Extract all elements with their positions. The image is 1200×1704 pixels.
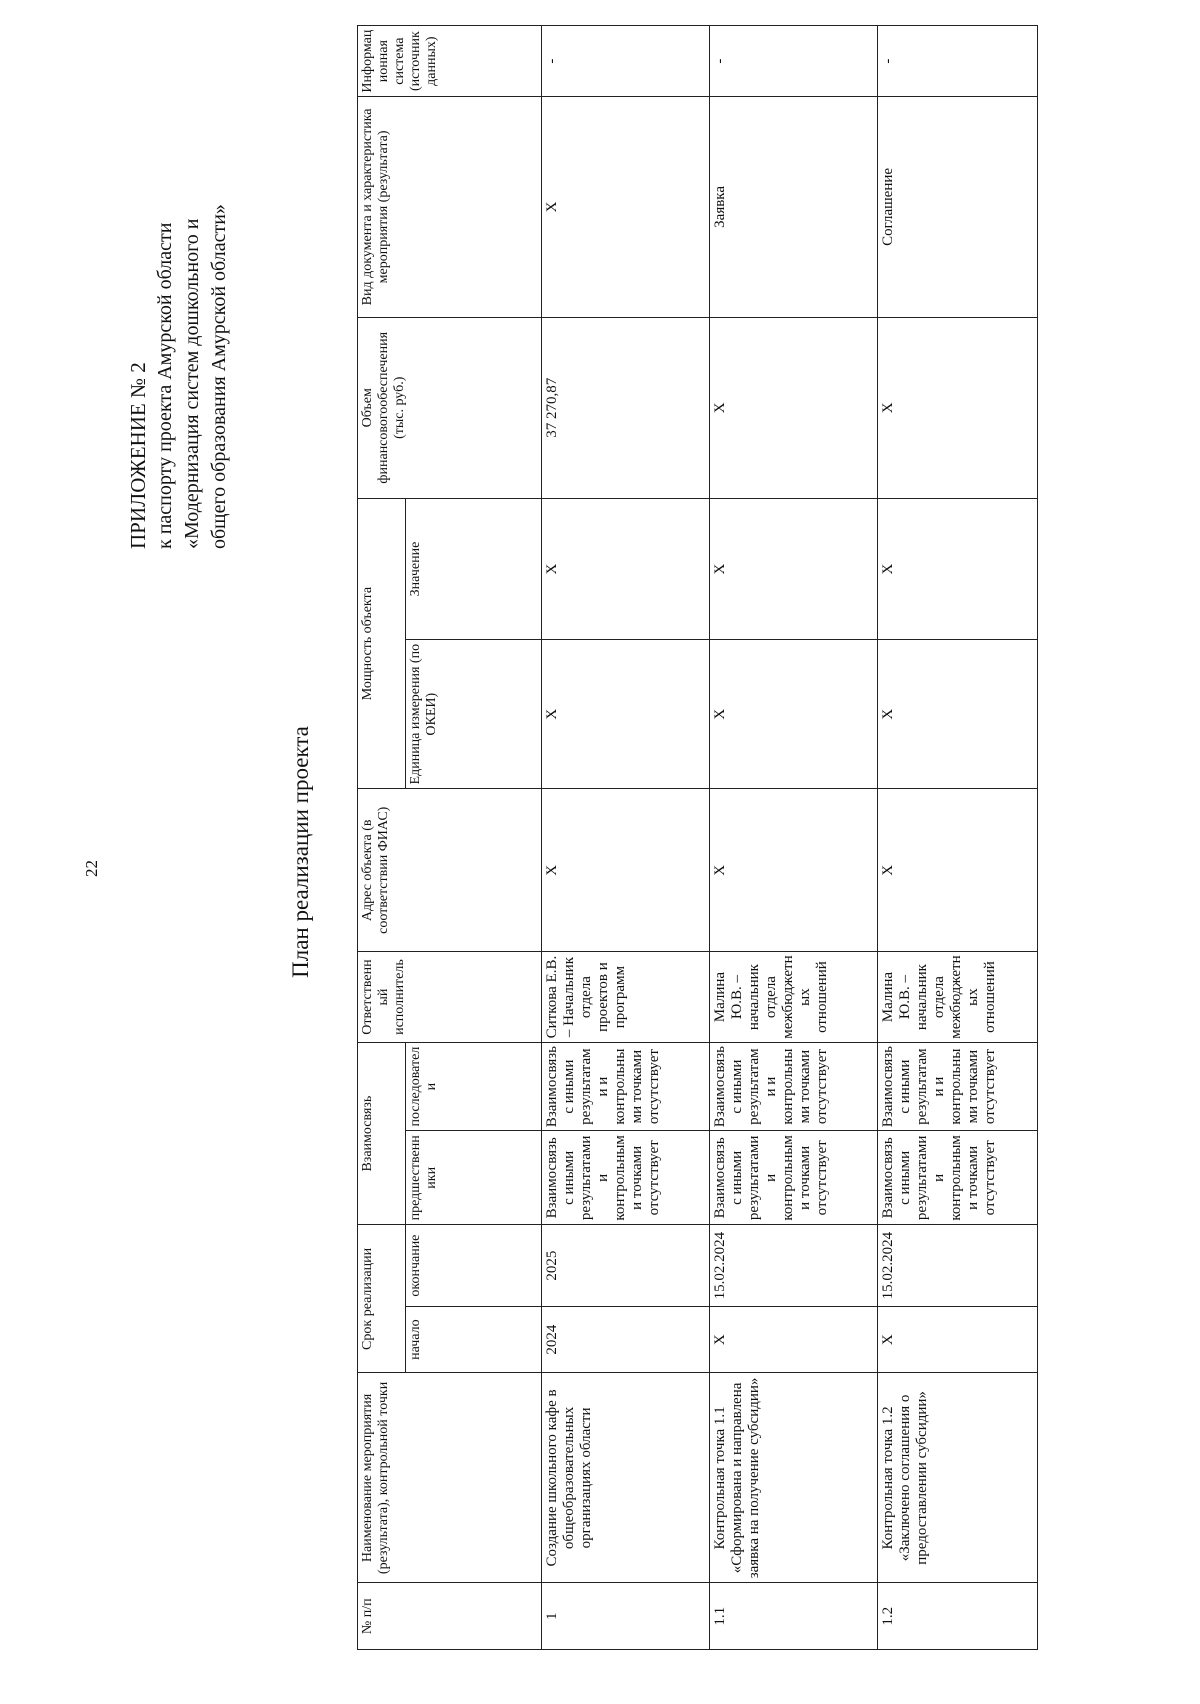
header-capacity: Мощность объекта [358,498,406,788]
cell-value: Х [710,498,878,639]
cell-finance: Х [878,317,1038,498]
cell-unit: Х [542,640,710,789]
cell-name: Создание школьного кафе в общеобразовательных организациях области [542,1373,710,1583]
header-predecessors: предшественники [406,1131,542,1225]
header-finance: Объем финансовогообеспечения (тыс. руб.) [358,317,542,498]
cell-start: 2024 [542,1306,710,1373]
table-row [710,26,878,1650]
cell-end: 15.02.2024 [878,1225,1038,1306]
cell-predecessors: Взаимосвязь с иными результатами и контрольными точками отсутствует [710,1131,878,1225]
header-successors: последователи [406,1042,542,1130]
page-number: 22 [82,860,101,877]
header-relation: Взаимосвязь [358,1042,406,1224]
cell-address: Х [542,789,710,952]
cell-responsible: Малина Ю.В. – начальник отдела межбюджетных отношений [710,952,878,1043]
cell-start: Х [878,1306,1038,1373]
cell-successors: Взаимосвязь с иными результатами и контрольными точками отсутствует [542,1042,710,1130]
header-doc: Вид документа и характеристика мероприятия (результата) [358,97,542,317]
cell-end: 15.02.2024 [710,1225,878,1306]
cell-end: 2025 [542,1225,710,1306]
cell-address: Х [710,789,878,952]
cell-info: - [878,26,1038,97]
header-unit: Единица измерения (по ОКЕИ) [406,640,542,789]
cell-value: Х [878,498,1038,639]
header-responsible: Ответственный исполнитель [358,952,542,1043]
cell-num: 1 [542,1583,710,1650]
cell-predecessors: Взаимосвязь с иными результатами и контрольными точками отсутствует [542,1131,710,1225]
cell-doc: Заявка [710,97,878,317]
cell-responsible: Малина Ю.В. – начальник отдела межбюджетных отношений [878,952,1038,1043]
cell-predecessors: Взаимосвязь с иными результатами и контрольными точками отсутствует [878,1131,1038,1225]
header-num: № п/п [358,1583,542,1650]
header-info: Информационная система (источник данных) [358,26,542,97]
cell-responsible: Ситкова Е.В. – Начальник отдела проектов и программ [542,952,710,1043]
header-term: Срок реализации [358,1225,406,1373]
plan-title: План реализации проекта [288,726,313,978]
header-address: Адрес объекта (в соответствии ФИАС) [358,789,542,952]
cell-address: Х [878,789,1038,952]
appendix-title: ПРИЛОЖЕНИЕ № 2 [126,362,150,549]
header-value: Значение [406,498,542,639]
header-term-end: окончание [406,1225,542,1306]
cell-successors: Взаимосвязь с иными результатами и контрольными точками отсутствует [878,1042,1038,1130]
cell-finance: 37 270,87 [542,317,710,498]
header-term-start: начало [406,1306,542,1373]
table-row [878,26,1038,1650]
appendix-line: «Модернизация систем дошкольного и [181,218,203,549]
cell-finance: Х [710,317,878,498]
plan-table [357,25,1038,1650]
cell-doc: Х [542,97,710,317]
appendix-line: к паспорту проекта Амурской области [154,222,176,549]
cell-successors: Взаимосвязь с иными результатами и контрольными точками отсутствует [710,1042,878,1130]
cell-info: - [710,26,878,97]
cell-doc: Соглашение [878,97,1038,317]
appendix-line: общего образования Амурской области» [208,204,230,549]
table-row [542,26,710,1650]
cell-num: 1.2 [878,1583,1038,1650]
appendix-header [125,49,233,549]
cell-name: Контрольная точка 1.1 «Сформирована и направлена заявка на получение субсидии» [710,1373,878,1583]
cell-num: 1.1 [710,1583,878,1650]
cell-unit: Х [710,640,878,789]
header-name: Наименование мероприятия (результата), контрольной точки [358,1373,542,1583]
cell-info: - [542,26,710,97]
cell-start: Х [710,1306,878,1373]
cell-value: Х [542,498,710,639]
cell-name: Контрольная точка 1.2 «Заключено соглашения о предоставлении субсидии» [878,1373,1038,1583]
cell-unit: Х [878,640,1038,789]
